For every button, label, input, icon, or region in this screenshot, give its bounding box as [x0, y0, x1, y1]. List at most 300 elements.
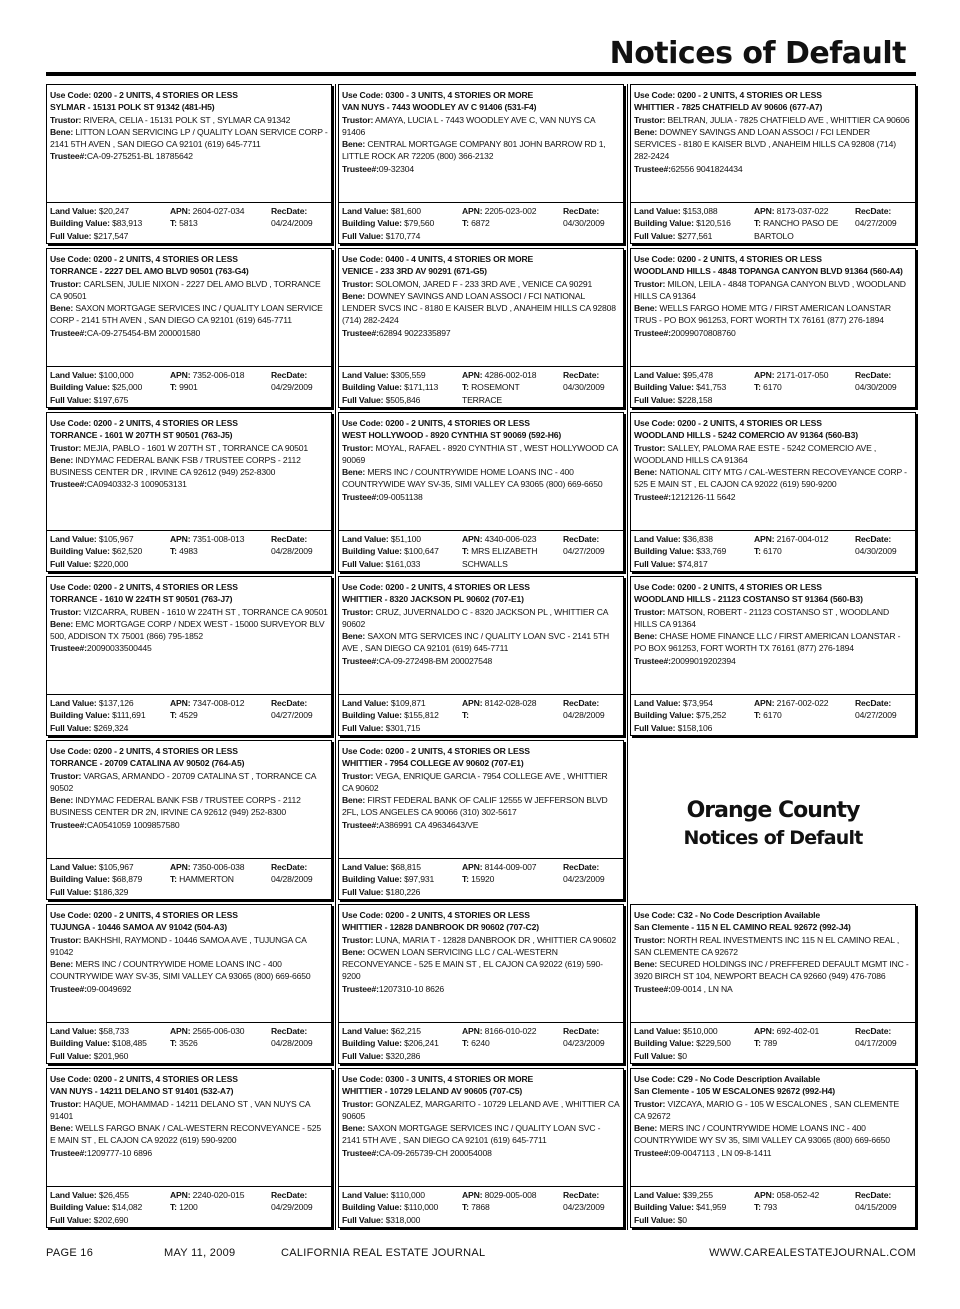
rec-date: 04/28/2009 — [271, 874, 313, 885]
tract-label: T: — [170, 546, 177, 557]
land-value: $105,967 — [98, 862, 134, 872]
use-code-label: Use Code: — [634, 254, 676, 264]
trustor: HAQUE, MOHAMMAD - 14211 DELANO ST , VAN NUYS CA 91401 — [50, 1098, 310, 1121]
notice-values — [47, 694, 331, 735]
apn: 2240-020-015 — [192, 1190, 245, 1200]
apn: 4286-002-018 — [484, 370, 537, 380]
full-value-label: Full Value: — [342, 1050, 384, 1061]
notice-values — [339, 694, 623, 735]
notice-body — [339, 905, 623, 1021]
notice-values — [47, 366, 331, 407]
beneficiary: FIRST FEDERAL BANK OF CALIF 12555 W JEFFERSON BLVD 2FL, LOS ANGELES CA 90066 (310) 302-5617 — [342, 795, 608, 818]
bene-label: Bene: — [634, 631, 658, 642]
use-code: 0200 - 2 UNITS, 4 STORIES OR LESS — [93, 418, 238, 428]
building-value-label: Building Value: — [634, 546, 694, 557]
trustor-label: Trustor: — [634, 606, 666, 617]
tract-label: T: — [462, 218, 469, 229]
apn: 2205-023-002 — [484, 206, 537, 216]
use-code-label: Use Code: — [342, 746, 384, 756]
land-value: $81,600 — [390, 206, 421, 216]
trustee-number: 20099070808760 — [670, 327, 736, 338]
tract: 6170 — [763, 710, 782, 721]
rec-date: 04/30/2009 — [563, 218, 605, 229]
beneficiary: WELLS FARGO BNAK / CAL-WESTERN RECONVEYANCE - 525 E MAIN ST , EL CAJON CA 92022 (619) 590-9200 — [50, 1123, 321, 1146]
notice-card — [630, 84, 916, 244]
building-value-label: Building Value: — [342, 710, 402, 721]
notice-values — [631, 694, 915, 735]
tract-label: T: — [170, 218, 177, 229]
use-code: 0200 - 2 UNITS, 4 STORIES OR LESS — [385, 746, 530, 756]
use-code-label: Use Code: — [342, 418, 384, 428]
bene-label: Bene: — [634, 467, 658, 478]
tract-label: T: — [754, 546, 761, 557]
use-code: 0200 - 2 UNITS, 4 STORIES OR LESS — [677, 582, 822, 592]
property-heading: TORRANCE - 20709 CATALINA AV 90502 (764-A5) — [50, 758, 245, 769]
use-code-label: Use Code: — [634, 418, 676, 428]
title-divider — [46, 72, 916, 76]
building-value: $206,241 — [404, 1038, 439, 1049]
apn-label: APN: — [170, 698, 191, 708]
use-code-label: Use Code: — [50, 910, 92, 920]
full-value: $74,817 — [677, 558, 708, 569]
bene-label: Bene: — [50, 618, 74, 629]
land-value: $510,000 — [682, 1026, 718, 1036]
trustor: BAKHSHI, RAYMOND - 10446 SAMOA AVE , TUJUNGA CA 91042 — [50, 934, 307, 957]
trustor-label: Trustor: — [342, 1098, 374, 1109]
building-value: $171,113 — [404, 382, 439, 393]
property-heading: WHITTIER - 10729 LELAND AV 90605 (707-C5) — [342, 1086, 523, 1097]
orange-county-banner — [630, 798, 916, 849]
trustor: VEGA, ENRIQUE GARCIA - 7954 COLLEGE AVE , WHITTIER CA 90602 — [342, 770, 608, 793]
building-value-label: Building Value: — [342, 874, 402, 885]
apn-label: APN: — [170, 1190, 191, 1200]
notice-values — [47, 1186, 331, 1227]
property-heading: TUJUNGA - 10446 SAMOA AV 91042 (504-A3) — [50, 922, 227, 933]
use-code: C29 - No Code Description Available — [677, 1074, 821, 1084]
apn: 7350-006-038 — [192, 862, 245, 872]
land-value-label: Land Value: — [50, 206, 97, 216]
trustee-label: Trustee#: — [342, 327, 379, 338]
land-value: $110,000 — [390, 1190, 425, 1200]
full-value: $170,774 — [385, 230, 421, 241]
rec-date: 04/24/2009 — [271, 218, 313, 229]
recdate-label: RecDate: — [271, 534, 308, 544]
full-value: $0 — [677, 1214, 687, 1225]
use-code: 0300 - 3 UNITS, 4 STORIES OR MORE — [385, 1074, 534, 1084]
beneficiary: INDYMAC FEDERAL BANK FSB / TRUSTEE CORPS - 2112 BUSINESS CENTER DR , IRVINE CA 92612 (949) 252-8300 — [50, 454, 301, 478]
trustee-number: CA-09-265739-CH 200054008 — [378, 1147, 492, 1158]
trustee-label: Trustee#: — [342, 491, 379, 502]
footer-website[interactable]: WWW.CAREALESTATEJOURNAL.COM — [709, 1247, 916, 1259]
property-heading: WHITTIER - 12828 DANBROOK DR 90602 (707-C2) — [342, 922, 539, 933]
recdate-label: RecDate: — [563, 1190, 600, 1200]
tract: 9901 — [179, 382, 198, 393]
land-value: $58,733 — [98, 1026, 129, 1036]
land-value-label: Land Value: — [634, 206, 681, 216]
notice-values — [339, 530, 623, 571]
notice-values — [339, 1022, 623, 1063]
trustee-number: CA-09-275251-BL 18785642 — [86, 151, 193, 162]
use-code-label: Use Code: — [634, 910, 676, 920]
trustee-label: Trustee#: — [342, 163, 379, 174]
trustee-number: 09-0047113 , LN 09-8-1411 — [670, 1147, 772, 1158]
building-value-label: Building Value: — [634, 1038, 694, 1049]
recdate-label: RecDate: — [855, 1190, 892, 1200]
property-heading: WHITTIER - 7825 CHATFIELD AV 90606 (677-A7) — [634, 102, 823, 113]
apn: 058-052-42 — [776, 1190, 820, 1200]
bene-label: Bene: — [50, 1123, 74, 1134]
notice-card — [338, 84, 624, 244]
building-value-label: Building Value: — [50, 218, 110, 229]
trustor-label: Trustor: — [342, 934, 374, 945]
full-value: $180,226 — [385, 886, 421, 897]
apn: 7351-008-013 — [192, 534, 245, 544]
trustor-label: Trustor: — [634, 934, 666, 945]
tract: 1200 — [179, 1202, 198, 1213]
rec-date: 04/29/2009 — [271, 1202, 313, 1213]
trustor-label: Trustor: — [50, 934, 82, 945]
property-heading: WEST HOLLYWOOD - 8920 CYNTHIA ST 90069 (592-H6) — [342, 430, 562, 441]
use-code: 0200 - 2 UNITS, 4 STORIES OR LESS — [385, 910, 530, 920]
tract: 4983 — [179, 546, 198, 557]
building-value-label: Building Value: — [342, 1202, 402, 1213]
use-code: 0200 - 2 UNITS, 4 STORIES OR LESS — [385, 418, 530, 428]
trustee-label: Trustee#: — [50, 819, 87, 830]
land-value: $51,100 — [390, 534, 421, 544]
full-value: $220,000 — [93, 558, 129, 569]
beneficiary: WELLS FARGO HOME MTG / FIRST AMERICAN LOANSTAR TRUS - PO BOX 961253, FORT WORTH TX 76161 (877) 276-1894 — [634, 303, 891, 326]
page-footer — [46, 1247, 916, 1263]
land-value-label: Land Value: — [342, 1190, 389, 1200]
use-code-label: Use Code: — [634, 582, 676, 592]
use-code: 0200 - 2 UNITS, 4 STORIES OR LESS — [93, 90, 238, 100]
property-heading: VAN NUYS - 14211 DELANO ST 91401 (532-A7) — [50, 1086, 234, 1097]
use-code-label: Use Code: — [342, 1074, 384, 1084]
use-code: 0200 - 2 UNITS, 4 STORIES OR LESS — [677, 254, 822, 264]
beneficiary: LITTON LOAN SERVICING LP / QUALITY LOAN SERVICE CORP - 2141 5TH AVEN , SAN DIEGO CA 92101 (619) 645-7711 — [50, 126, 328, 150]
full-value-label: Full Value: — [342, 230, 384, 241]
land-value: $68,815 — [390, 862, 421, 872]
land-value: $105,967 — [98, 534, 134, 544]
tract-label: T: — [170, 874, 177, 885]
rec-date: 04/27/2009 — [855, 710, 897, 721]
trustor: MATSON, ROBERT - 21123 COSTANSO ST , WOODLAND HILLS CA 91364 — [634, 606, 890, 629]
recdate-label: RecDate: — [271, 206, 308, 216]
tract: 4529 — [179, 710, 198, 721]
trustee-number: 20099019202394 — [670, 655, 736, 666]
rec-date: 04/28/2009 — [563, 710, 605, 721]
building-value-label: Building Value: — [342, 546, 402, 557]
trustor-label: Trustor: — [634, 1098, 666, 1109]
notice-card — [46, 904, 332, 1064]
rec-date: 04/23/2009 — [563, 1038, 605, 1049]
rec-date: 04/29/2009 — [271, 382, 313, 393]
building-value-label: Building Value: — [634, 382, 694, 393]
property-heading: San Clemente - 115 N EL CAMINO REAL 92672 (992-J4) — [634, 922, 851, 933]
beneficiary: CHASE HOME FINANCE LLC / FIRST AMERICAN LOANSTAR - PO BOX 961253, FORT WORTH TX 76161 (877) 276-1894 — [634, 631, 901, 654]
full-value: $197,675 — [93, 394, 129, 405]
land-value-label: Land Value: — [342, 862, 389, 872]
notices-grid — [46, 84, 916, 1230]
apn-label: APN: — [170, 206, 191, 216]
notice-card — [338, 904, 624, 1064]
trustee-number: 1209777-10 6896 — [86, 1147, 153, 1158]
notice-values — [339, 202, 623, 243]
use-code: 0200 - 2 UNITS, 4 STORIES OR LESS — [677, 418, 822, 428]
apn-label: APN: — [462, 862, 483, 872]
use-code-label: Use Code: — [342, 90, 384, 100]
trustor-label: Trustor: — [342, 114, 374, 125]
notice-card — [338, 1068, 624, 1228]
trustor: VIZCARRA, RUBEN - 1610 W 224TH ST , TORRANCE CA 90501 — [83, 606, 328, 617]
recdate-label: RecDate: — [271, 1190, 308, 1200]
beneficiary: SAXON MORTGAGE SERVICES INC / QUALITY LOAN SERVICE CORP - 2141 5TH AVEN , SAN DIEGO CA 92101 (619) 645-7711 — [50, 303, 323, 326]
property-heading: WOODLAND HILLS - 5242 COMERCIO AV 91364 (560-B3) — [634, 430, 858, 441]
trustee-number: CA0541059 1009857580 — [86, 819, 180, 830]
apn: 4340-006-023 — [484, 534, 537, 544]
trustor-label: Trustor: — [634, 278, 666, 289]
trustee-number: 1207310-10 8626 — [378, 983, 445, 994]
land-value-label: Land Value: — [634, 370, 681, 380]
trustor: SOLOMON, JARED F - 233 3RD AVE , VENICE CA 90291 — [375, 278, 593, 289]
notice-body — [47, 577, 331, 693]
notice-values — [47, 1022, 331, 1063]
building-value: $108,485 — [112, 1038, 147, 1049]
rec-date: 04/27/2009 — [563, 546, 605, 557]
recdate-label: RecDate: — [855, 206, 892, 216]
apn: 7347-008-012 — [192, 698, 245, 708]
notice-card — [46, 576, 332, 736]
building-value: $111,691 — [112, 710, 146, 721]
trustor-label: Trustor: — [50, 606, 82, 617]
use-code-label: Use Code: — [342, 910, 384, 920]
trustee-label: Trustee#: — [634, 491, 671, 502]
recdate-label: RecDate: — [563, 1026, 600, 1036]
apn-label: APN: — [754, 534, 775, 544]
tract-label: T: — [754, 382, 761, 393]
land-value: $73,954 — [682, 698, 713, 708]
beneficiary: OCWEN LOAN SERVICING LLC / CAL-WESTERN RECONVEYANCE - 525 E MAIN ST , EL CAJON CA 92022 (619) 590-9200 — [342, 946, 603, 982]
beneficiary: CENTRAL MORTGAGE COMPANY 801 JOHN BARROW RD 1, LITTLE ROCK AR 72205 (800) 366-2132 — [342, 139, 606, 162]
land-value-label: Land Value: — [50, 862, 97, 872]
notice-values — [339, 1186, 623, 1227]
full-value-label: Full Value: — [50, 1214, 92, 1225]
beneficiary: EMC MORTGAGE CORP / NDEX WEST - 15000 SURVEYOR BLV 500, ADDISON TX 75001 (866) 795-1852 — [50, 618, 325, 642]
column-rule — [627, 84, 628, 1230]
trustor-label: Trustor: — [50, 770, 82, 781]
full-value-label: Full Value: — [634, 230, 676, 241]
full-value-label: Full Value: — [634, 394, 676, 405]
trustee-label: Trustee#: — [634, 983, 671, 994]
tract-label: T: — [754, 1202, 761, 1213]
full-value-label: Full Value: — [342, 1214, 384, 1225]
use-code-label: Use Code: — [50, 746, 92, 756]
trustor: VIZCAYA, MARIO G - 105 W ESCALONES , SAN CLEMENTE CA 92672 — [634, 1098, 900, 1121]
building-value: $41,753 — [696, 382, 727, 393]
beneficiary: DOWNEY SAVINGS AND LOAN ASSOCI / FCI NATIONAL LENDER SVCS INC - 8180 E KAISER BLVD , ANAHEIM HILLS CA 92808 (714) 282-2424 — [342, 290, 616, 326]
rec-date: 04/30/2009 — [563, 382, 605, 393]
full-value-label: Full Value: — [634, 1050, 676, 1061]
use-code: 0200 - 2 UNITS, 4 STORIES OR LESS — [677, 90, 822, 100]
use-code-label: Use Code: — [50, 254, 92, 264]
notice-card — [630, 248, 916, 408]
tract-label: T: — [462, 382, 469, 393]
apn: 8144-009-007 — [484, 862, 537, 872]
use-code: 0200 - 2 UNITS, 4 STORIES OR LESS — [93, 910, 238, 920]
building-value: $110,000 — [404, 1202, 439, 1213]
trustor-label: Trustor: — [342, 442, 374, 453]
tract-label: T: — [754, 1038, 761, 1049]
property-heading: TORRANCE - 1610 W 224TH ST 90501 (763-J7) — [50, 594, 233, 605]
property-heading: TORRANCE - 1601 W 207TH ST 90501 (763-J5) — [50, 430, 233, 441]
bene-label: Bene: — [50, 795, 74, 806]
full-value-label: Full Value: — [50, 558, 92, 569]
notice-values — [47, 858, 331, 899]
notice-body — [631, 1069, 915, 1185]
trustee-number: 09-0014 , LN NA — [670, 983, 733, 994]
use-code-label: Use Code: — [50, 90, 92, 100]
trustee-number: CA-09-272498-BM 200027548 — [378, 655, 493, 666]
notice-card — [338, 576, 624, 736]
land-value: $39,255 — [682, 1190, 713, 1200]
trustee-number: 62894 9022335897 — [378, 327, 451, 338]
building-value: $41,959 — [696, 1202, 727, 1213]
land-value-label: Land Value: — [634, 698, 681, 708]
use-code: 0200 - 2 UNITS, 4 STORIES OR LESS — [93, 254, 238, 264]
tract-label: T: — [754, 710, 761, 721]
trustor: MEJIA, PABLO - 1601 W 207TH ST , TORRANCE CA 90501 — [83, 442, 308, 453]
notice-card — [46, 248, 332, 408]
trustor-label: Trustor: — [634, 114, 666, 125]
bene-label: Bene: — [50, 454, 74, 465]
trustor: AMAYA, LUCIA L - 7443 WOODLEY AVE C, VAN NUYS CA 91406 — [342, 114, 596, 137]
notice-body — [339, 249, 623, 365]
use-code: 0400 - 4 UNITS, 4 STORIES OR MORE — [385, 254, 534, 264]
full-value-label: Full Value: — [342, 394, 384, 405]
notice-body — [339, 577, 623, 693]
bene-label: Bene: — [342, 631, 366, 642]
beneficiary: NATIONAL CITY MTG / CAL-WESTERN RECOVEYANCE CORP - 525 E MAIN ST , EL CAJON CA 92022 (619) 590-9200 — [634, 467, 907, 490]
land-value: $100,000 — [98, 370, 134, 380]
trustee-label: Trustee#: — [50, 479, 87, 490]
property-heading: WOODLAND HILLS - 4848 TOPANGA CANYON BLVD 91364 (560-A4) — [634, 266, 903, 277]
bene-label: Bene: — [342, 290, 366, 301]
trustee-label: Trustee#: — [342, 983, 379, 994]
recdate-label: RecDate: — [271, 1026, 308, 1036]
apn: 2167-002-022 — [776, 698, 829, 708]
full-value-label: Full Value: — [50, 722, 92, 733]
apn-label: APN: — [462, 698, 483, 708]
trustor: VARGAS, ARMANDO - 20709 CATALINA ST , TORRANCE CA 90502 — [50, 770, 316, 793]
land-value: $137,126 — [98, 698, 134, 708]
land-value-label: Land Value: — [50, 534, 97, 544]
building-value: $62,520 — [112, 546, 143, 557]
apn: 2167-004-012 — [776, 534, 829, 544]
notice-body — [339, 741, 623, 857]
beneficiary: SAXON MTG SERVICES INC / QUALITY LOAN SVC - 2141 5TH AVE , SAN DIEGO CA 92101 (619) 645-7711 — [342, 631, 610, 654]
footer-page-number: PAGE 16 — [46, 1247, 94, 1259]
building-value-label: Building Value: — [342, 1038, 402, 1049]
notice-body — [47, 905, 331, 1021]
trustee-number: 09-0051138 — [378, 491, 423, 502]
page-title: Notices of Default — [609, 36, 906, 71]
trustor-label: Trustor: — [342, 278, 374, 289]
full-value: $269,324 — [93, 722, 129, 733]
recdate-label: RecDate: — [855, 534, 892, 544]
tract: 5813 — [179, 218, 198, 229]
full-value: $320,286 — [385, 1050, 421, 1061]
trustor-label: Trustor: — [342, 606, 374, 617]
building-value: $33,769 — [696, 546, 727, 557]
trustor: BELTRAN, JULIA - 7825 CHATFIELD AVE , WHITTIER CA 90606 — [667, 114, 910, 125]
rec-date: 04/28/2009 — [271, 1038, 313, 1049]
notice-card — [630, 904, 916, 1064]
trustee-label: Trustee#: — [342, 819, 379, 830]
trustor-label: Trustor: — [50, 278, 82, 289]
building-value: $75,252 — [696, 710, 727, 721]
tract: 793 — [763, 1202, 777, 1213]
full-value-label: Full Value: — [342, 886, 384, 897]
tract-label: T: — [462, 546, 469, 557]
tract: 15920 — [471, 874, 495, 885]
bene-label: Bene: — [342, 139, 366, 150]
notice-body — [631, 577, 915, 693]
land-value-label: Land Value: — [634, 534, 681, 544]
tract: 7868 — [471, 1202, 490, 1213]
land-value: $109,871 — [390, 698, 426, 708]
tract: 6170 — [763, 382, 782, 393]
notice-card — [46, 412, 332, 572]
beneficiary: MERS INC / COUNTRYWIDE HOME LOANS INC - 400 COUNTRYWIDE WAY SV-35, SIMI VALLEY CA 93065 (800) 669-6650 — [342, 467, 603, 490]
notice-card — [46, 740, 332, 900]
tract: ROSEMONT TERRACE — [462, 382, 520, 405]
tract: 6872 — [471, 218, 490, 229]
tract: 3526 — [179, 1038, 198, 1049]
use-code: C32 - No Code Description Available — [677, 910, 821, 920]
notice-body — [339, 1069, 623, 1185]
tract-label: T: — [170, 1202, 177, 1213]
recdate-label: RecDate: — [563, 862, 600, 872]
bene-label: Bene: — [342, 946, 366, 957]
tract: 6170 — [763, 546, 782, 557]
use-code-label: Use Code: — [342, 582, 384, 592]
property-heading: San Clemente - 105 W ESCALONES 92672 (992-H4) — [634, 1086, 836, 1097]
full-value: $228,158 — [677, 394, 713, 405]
trustee-label: Trustee#: — [634, 327, 671, 338]
full-value: $301,715 — [385, 722, 421, 733]
notice-body — [339, 85, 623, 201]
use-code: 0300 - 3 UNITS, 4 STORIES OR MORE — [385, 90, 534, 100]
beneficiary: MERS INC / COUNTRYWIDE HOME LOANS INC - 400 COUNTRYWIDE WAY SV-35, SIMI VALLEY CA 93065 (800) 669-6650 — [50, 959, 311, 982]
notice-body — [47, 1069, 331, 1185]
full-value: $186,329 — [93, 886, 129, 897]
full-value-label: Full Value: — [50, 230, 92, 241]
tract: RANCHO PASO DE BARTOLO — [754, 218, 839, 241]
apn-label: APN: — [462, 1190, 483, 1200]
full-value-label: Full Value: — [634, 1214, 676, 1225]
trustee-number: A386991 CA 49634643/VE — [378, 819, 479, 830]
bene-label: Bene: — [342, 795, 366, 806]
building-value-label: Building Value: — [50, 874, 110, 885]
recdate-label: RecDate: — [563, 698, 600, 708]
building-value: $79,560 — [404, 218, 435, 229]
notice-body — [47, 741, 331, 857]
tract-label: T: — [462, 1202, 469, 1213]
full-value-label: Full Value: — [634, 722, 676, 733]
rec-date: 04/23/2009 — [563, 874, 605, 885]
full-value-label: Full Value: — [50, 1050, 92, 1061]
notice-body — [631, 249, 915, 365]
